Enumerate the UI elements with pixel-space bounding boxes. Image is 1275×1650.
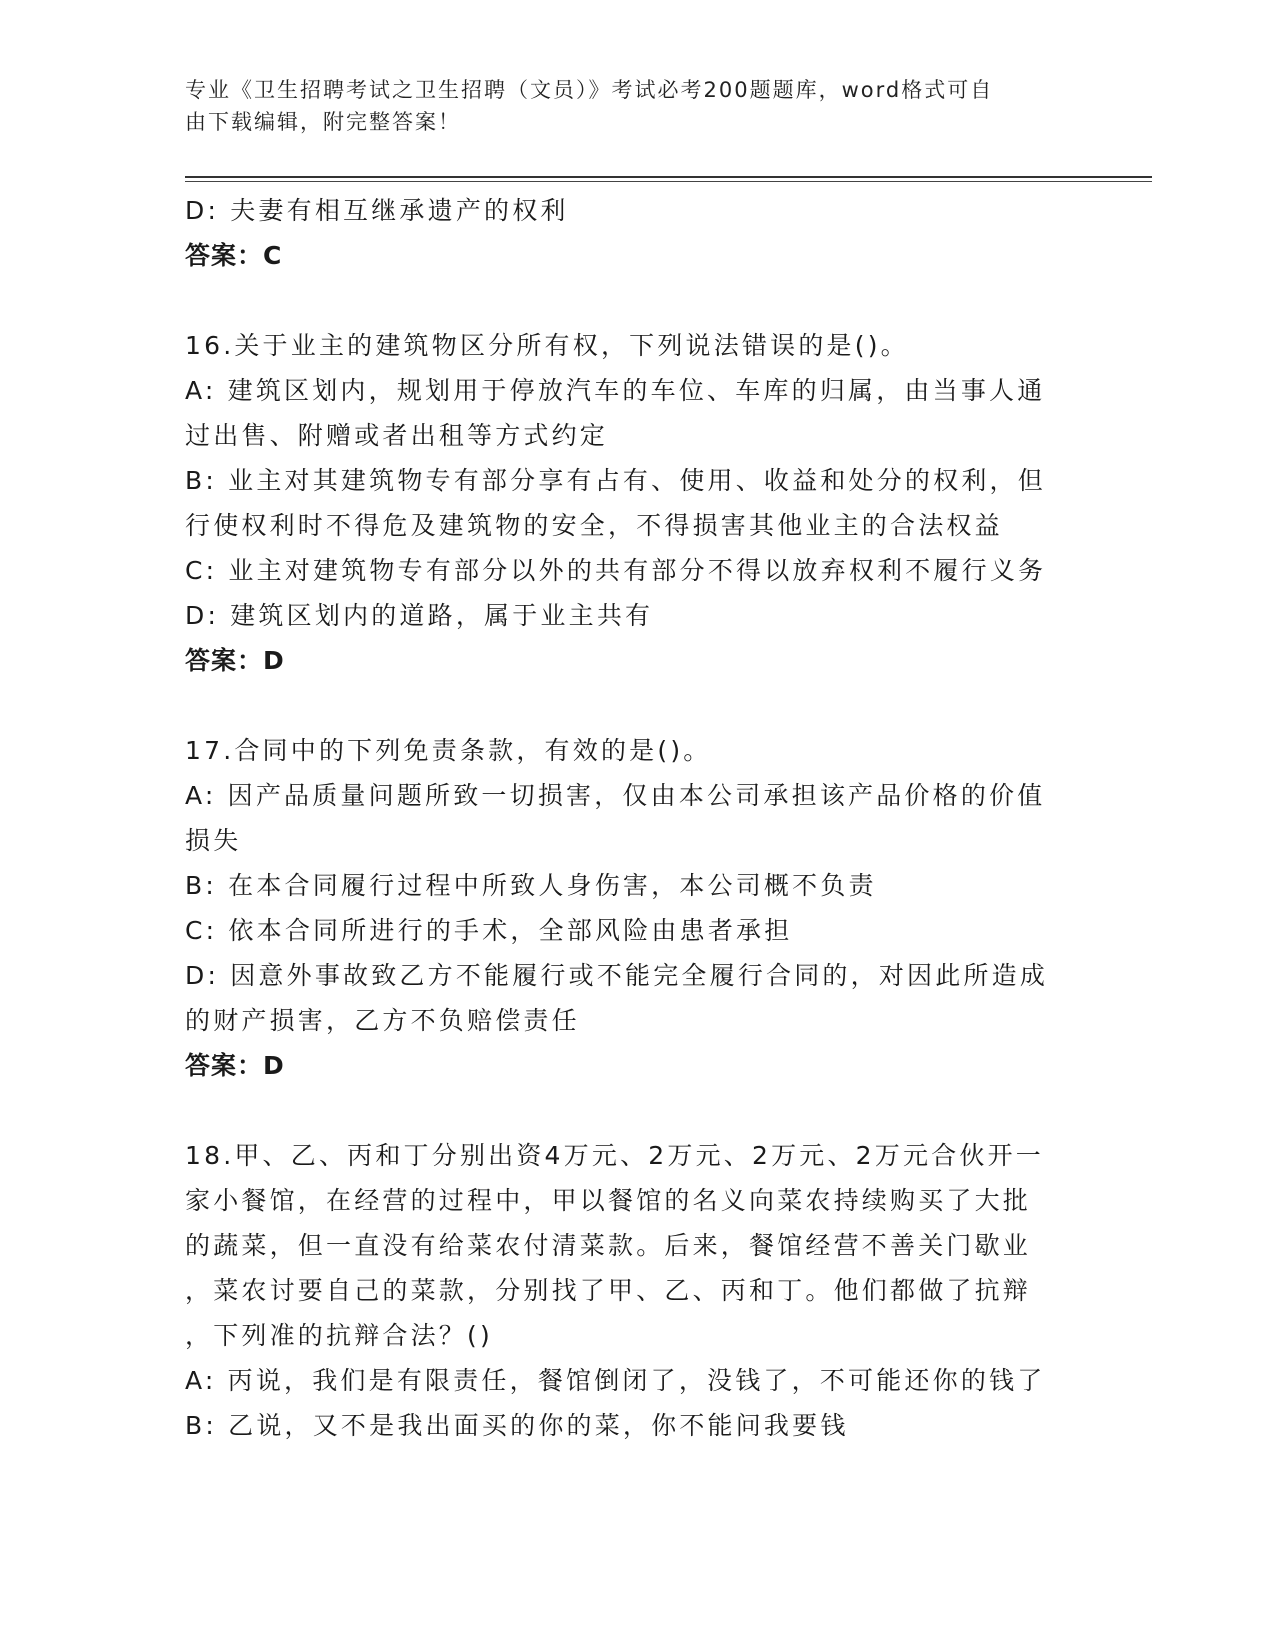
question-16 (185, 323, 1085, 683)
question-17 (185, 728, 1085, 1088)
question-18-stem-3: 的蔬菜，但一直没有给菜农付清菜款。后来，餐馆经营不善关门歇业 (185, 1231, 1032, 1260)
question-17-option-b: B: 在本合同履行过程中所致人身伤害，本公司概不负责 (185, 871, 877, 900)
question-18-stem-2: 家小餐馆，在经营的过程中，甲以餐馆的名义向菜农持续购买了大批 (185, 1186, 1032, 1215)
question-18 (185, 1133, 1085, 1448)
header-line-1: 专业《卫生招聘考试之卫生招聘（文员）》考试必考200题题库，word格式可自 (185, 78, 994, 102)
prev-option-d: D: 夫妻有相互继承遗产的权利 (185, 196, 569, 225)
question-18-option-a: A: 丙说，我们是有限责任，餐馆倒闭了，没钱了，不可能还你的钱了 (185, 1366, 1046, 1395)
question-17-option-d: D: 因意外事故致乙方不能履行或不能完全履行合同的，对因此所造成 (185, 961, 1049, 990)
spacer (185, 683, 1085, 728)
question-17-option-c: C: 依本合同所进行的手术，全部风险由患者承担 (185, 916, 793, 945)
question-18-stem-4: ，菜农讨要自己的菜款，分别找了甲、乙、丙和丁。他们都做了抗辩 (185, 1276, 1032, 1305)
spacer (185, 278, 1085, 323)
question-16-answer: 答案：D (185, 646, 285, 675)
question-16-option-b: B: 业主对其建筑物专有部分享有占有、使用、收益和处分的权利，但 (185, 466, 1046, 495)
question-16-option-c: C: 业主对建筑物专有部分以外的共有部分不得以放弃权利不履行义务 (185, 556, 1047, 585)
header-line-2: 由下载编辑，附完整答案！ (185, 110, 461, 134)
question-17-answer: 答案：D (185, 1051, 285, 1080)
question-list (185, 188, 1085, 1448)
question-16-option-d: D: 建筑区划内的道路，属于业主共有 (185, 601, 654, 630)
header-divider-thick (185, 176, 1152, 178)
question-18-stem-5: ，下列准的抗辩合法？() (185, 1321, 493, 1350)
question-17-option-d-cont: 的财产损害，乙方不负赔偿责任 (185, 1006, 580, 1035)
question-17-option-a-cont: 损失 (185, 826, 242, 855)
question-18-stem-1: 18.甲、乙、丙和丁分别出资4万元、2万元、2万元、2万元合伙开一 (185, 1141, 1044, 1170)
question-17-stem: 17.合同中的下列免责条款，有效的是()。 (185, 736, 712, 765)
question-16-stem: 16.关于业主的建筑物区分所有权，下列说法错误的是()。 (185, 331, 909, 360)
prev-answer: 答案：C (185, 241, 283, 270)
question-16-option-a-cont: 过出售、附赠或者出租等方式约定 (185, 421, 609, 450)
question-18-option-b: B: 乙说，又不是我出面买的你的菜，你不能问我要钱 (185, 1411, 849, 1440)
question-16-option-a: A: 建筑区划内，规划用于停放汽车的车位、车库的归属，由当事人通 (185, 376, 1046, 405)
spacer (185, 1088, 1085, 1133)
header-divider-thin (185, 181, 1152, 182)
question-16-option-b-cont: 行使权利时不得危及建筑物的安全，不得损害其他业主的合法权益 (185, 511, 1003, 540)
question-17-option-a: A: 因产品质量问题所致一切损害，仅由本公司承担该产品价格的价值 (185, 781, 1046, 810)
document-header (185, 74, 1065, 138)
